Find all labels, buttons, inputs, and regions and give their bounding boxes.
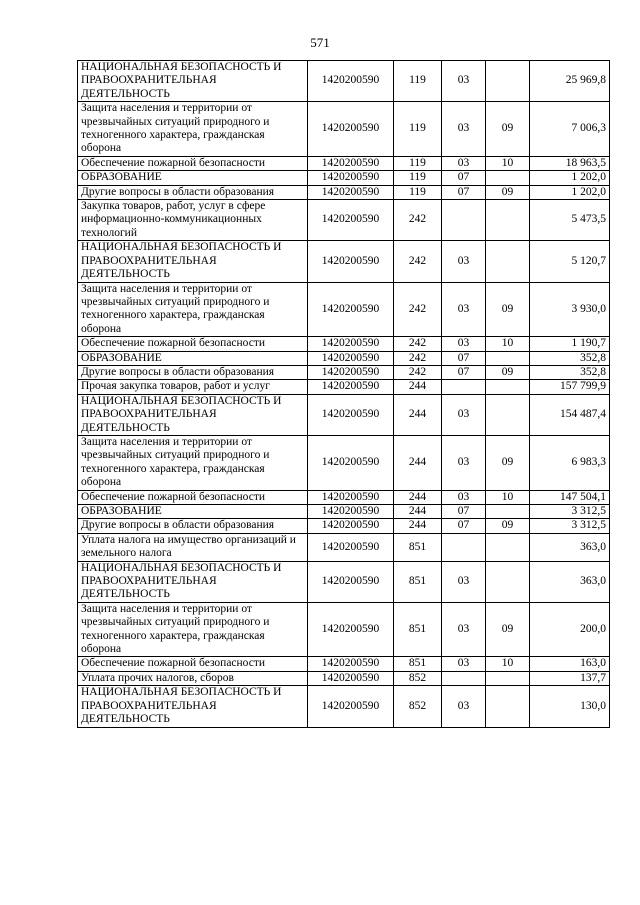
row-subsection-cell [486,61,530,102]
row-name-cell: Другие вопросы в области образования [78,519,308,533]
row-section-cell: 07 [442,365,486,379]
row-target-code-cell: 1420200590 [308,102,394,157]
row-amount-cell: 6 983,3 [530,435,610,490]
table-row [78,241,610,282]
row-expense-type-cell: 119 [394,185,442,199]
row-section-cell: 07 [442,171,486,185]
row-section-cell: 07 [442,185,486,199]
row-name-cell: Защита населения и территории от чрезвычайных ситуаций природного и техногенного характера, гражданская оборона [78,602,308,657]
row-subsection-cell [486,200,530,241]
row-name-cell: Другие вопросы в области образования [78,185,308,199]
row-name-cell: Защита населения и территории от чрезвычайных ситуаций природного и техногенного характера, гражданская оборона [78,435,308,490]
row-name-cell: Защита населения и территории от чрезвычайных ситуаций природного и техногенного характера, гражданская оборона [78,102,308,157]
row-subsection-cell [486,351,530,365]
row-expense-type-cell: 242 [394,282,442,337]
row-target-code-cell: 1420200590 [308,351,394,365]
row-amount-cell: 1 190,7 [530,337,610,351]
row-name-cell: НАЦИОНАЛЬНАЯ БЕЗОПАСНОСТЬ И ПРАВООХРАНИТЕЛЬНАЯ ДЕЯТЕЛЬНОСТЬ [78,561,308,602]
row-expense-type-cell: 242 [394,200,442,241]
row-target-code-cell: 1420200590 [308,519,394,533]
row-section-cell: 03 [442,561,486,602]
row-target-code-cell: 1420200590 [308,185,394,199]
row-expense-type-cell: 119 [394,102,442,157]
row-subsection-cell [486,505,530,519]
row-amount-cell: 25 969,8 [530,61,610,102]
table-row [78,671,610,685]
table-row [78,505,610,519]
table-row [78,533,610,561]
row-subsection-cell: 09 [486,102,530,157]
row-subsection-cell: 09 [486,282,530,337]
row-name-cell: Уплата прочих налогов, сборов [78,671,308,685]
row-expense-type-cell: 242 [394,351,442,365]
row-expense-type-cell: 244 [394,519,442,533]
row-amount-cell: 5 473,5 [530,200,610,241]
row-section-cell: 07 [442,351,486,365]
row-name-cell: Обеспечение пожарной безопасности [78,156,308,170]
row-section-cell: 03 [442,282,486,337]
row-subsection-cell [486,171,530,185]
row-section-cell: 03 [442,394,486,435]
row-amount-cell: 157 799,9 [530,380,610,394]
row-name-cell: Уплата налога на имущество организаций и земельного налога [78,533,308,561]
table-row [78,282,610,337]
row-subsection-cell [486,561,530,602]
budget-table-body [78,61,610,728]
table-row [78,602,610,657]
row-amount-cell: 3 312,5 [530,505,610,519]
row-subsection-cell: 10 [486,156,530,170]
table-row [78,337,610,351]
row-amount-cell: 154 487,4 [530,394,610,435]
row-target-code-cell: 1420200590 [308,602,394,657]
row-expense-type-cell: 244 [394,435,442,490]
row-target-code-cell: 1420200590 [308,533,394,561]
row-section-cell: 03 [442,657,486,671]
table-row [78,435,610,490]
row-subsection-cell [486,686,530,727]
table-row [78,380,610,394]
row-name-cell: НАЦИОНАЛЬНАЯ БЕЗОПАСНОСТЬ И ПРАВООХРАНИТЕЛЬНАЯ ДЕЯТЕЛЬНОСТЬ [78,241,308,282]
row-target-code-cell: 1420200590 [308,561,394,602]
table-row [78,185,610,199]
row-section-cell: 03 [442,490,486,504]
table-row [78,61,610,102]
row-name-cell: Другие вопросы в области образования [78,365,308,379]
page-number: 571 [310,35,330,50]
row-target-code-cell: 1420200590 [308,365,394,379]
row-expense-type-cell: 244 [394,490,442,504]
row-expense-type-cell: 852 [394,686,442,727]
row-section-cell: 07 [442,505,486,519]
row-amount-cell: 130,0 [530,686,610,727]
row-name-cell: НАЦИОНАЛЬНАЯ БЕЗОПАСНОСТЬ И ПРАВООХРАНИТЕЛЬНАЯ ДЕЯТЕЛЬНОСТЬ [78,394,308,435]
row-amount-cell: 363,0 [530,533,610,561]
row-subsection-cell: 10 [486,657,530,671]
row-expense-type-cell: 852 [394,671,442,685]
row-section-cell [442,533,486,561]
row-target-code-cell: 1420200590 [308,61,394,102]
row-amount-cell: 5 120,7 [530,241,610,282]
row-subsection-cell [486,380,530,394]
row-name-cell: ОБРАЗОВАНИЕ [78,171,308,185]
row-name-cell: Обеспечение пожарной безопасности [78,337,308,351]
row-expense-type-cell: 851 [394,602,442,657]
table-row [78,365,610,379]
row-expense-type-cell: 242 [394,337,442,351]
row-target-code-cell: 1420200590 [308,435,394,490]
table-row [78,102,610,157]
table-row [78,686,610,727]
row-amount-cell: 1 202,0 [530,185,610,199]
row-target-code-cell: 1420200590 [308,490,394,504]
row-subsection-cell [486,241,530,282]
row-section-cell: 03 [442,102,486,157]
row-expense-type-cell: 119 [394,61,442,102]
row-subsection-cell: 09 [486,602,530,657]
row-section-cell [442,200,486,241]
row-target-code-cell: 1420200590 [308,171,394,185]
row-name-cell: Обеспечение пожарной безопасности [78,490,308,504]
row-subsection-cell: 09 [486,365,530,379]
row-amount-cell: 363,0 [530,561,610,602]
row-name-cell: Прочая закупка товаров, работ и услуг [78,380,308,394]
row-section-cell: 03 [442,602,486,657]
table-row [78,351,610,365]
row-section-cell: 03 [442,686,486,727]
row-section-cell: 03 [442,337,486,351]
row-expense-type-cell: 851 [394,533,442,561]
row-name-cell: НАЦИОНАЛЬНАЯ БЕЗОПАСНОСТЬ И ПРАВООХРАНИТЕЛЬНАЯ ДЕЯТЕЛЬНОСТЬ [78,61,308,102]
row-target-code-cell: 1420200590 [308,671,394,685]
row-section-cell [442,380,486,394]
row-expense-type-cell: 119 [394,171,442,185]
row-section-cell: 03 [442,156,486,170]
row-amount-cell: 147 504,1 [530,490,610,504]
row-target-code-cell: 1420200590 [308,200,394,241]
row-section-cell [442,671,486,685]
row-expense-type-cell: 242 [394,365,442,379]
row-target-code-cell: 1420200590 [308,686,394,727]
row-name-cell: Обеспечение пожарной безопасности [78,657,308,671]
row-expense-type-cell: 851 [394,657,442,671]
table-row [78,156,610,170]
row-target-code-cell: 1420200590 [308,337,394,351]
table-row [78,657,610,671]
row-subsection-cell [486,394,530,435]
table-row [78,561,610,602]
row-amount-cell: 1 202,0 [530,171,610,185]
row-name-cell: ОБРАЗОВАНИЕ [78,351,308,365]
row-expense-type-cell: 119 [394,156,442,170]
row-expense-type-cell: 244 [394,505,442,519]
row-subsection-cell: 09 [486,519,530,533]
row-expense-type-cell: 244 [394,394,442,435]
row-amount-cell: 200,0 [530,602,610,657]
row-subsection-cell: 09 [486,185,530,199]
row-name-cell: ОБРАЗОВАНИЕ [78,505,308,519]
row-section-cell: 03 [442,241,486,282]
row-expense-type-cell: 851 [394,561,442,602]
row-target-code-cell: 1420200590 [308,657,394,671]
row-section-cell: 07 [442,519,486,533]
row-amount-cell: 137,7 [530,671,610,685]
table-row [78,171,610,185]
row-name-cell: НАЦИОНАЛЬНАЯ БЕЗОПАСНОСТЬ И ПРАВООХРАНИТЕЛЬНАЯ ДЕЯТЕЛЬНОСТЬ [78,686,308,727]
budget-table [77,60,610,728]
row-amount-cell: 18 963,5 [530,156,610,170]
row-target-code-cell: 1420200590 [308,241,394,282]
row-subsection-cell [486,671,530,685]
row-target-code-cell: 1420200590 [308,394,394,435]
row-section-cell: 03 [442,61,486,102]
row-amount-cell: 7 006,3 [530,102,610,157]
row-amount-cell: 352,8 [530,365,610,379]
table-row [78,519,610,533]
row-subsection-cell: 09 [486,435,530,490]
row-name-cell: Закупка товаров, работ, услуг в сфере информационно-коммуникационных технологий [78,200,308,241]
row-target-code-cell: 1420200590 [308,505,394,519]
row-target-code-cell: 1420200590 [308,380,394,394]
table-row [78,200,610,241]
row-target-code-cell: 1420200590 [308,282,394,337]
row-amount-cell: 3 312,5 [530,519,610,533]
row-amount-cell: 163,0 [530,657,610,671]
row-target-code-cell: 1420200590 [308,156,394,170]
row-section-cell: 03 [442,435,486,490]
row-amount-cell: 3 930,0 [530,282,610,337]
row-subsection-cell [486,533,530,561]
row-subsection-cell: 10 [486,490,530,504]
row-name-cell: Защита населения и территории от чрезвычайных ситуаций природного и техногенного характера, гражданская оборона [78,282,308,337]
table-row [78,394,610,435]
row-subsection-cell: 10 [486,337,530,351]
table-row [78,490,610,504]
row-expense-type-cell: 244 [394,380,442,394]
row-amount-cell: 352,8 [530,351,610,365]
row-expense-type-cell: 242 [394,241,442,282]
